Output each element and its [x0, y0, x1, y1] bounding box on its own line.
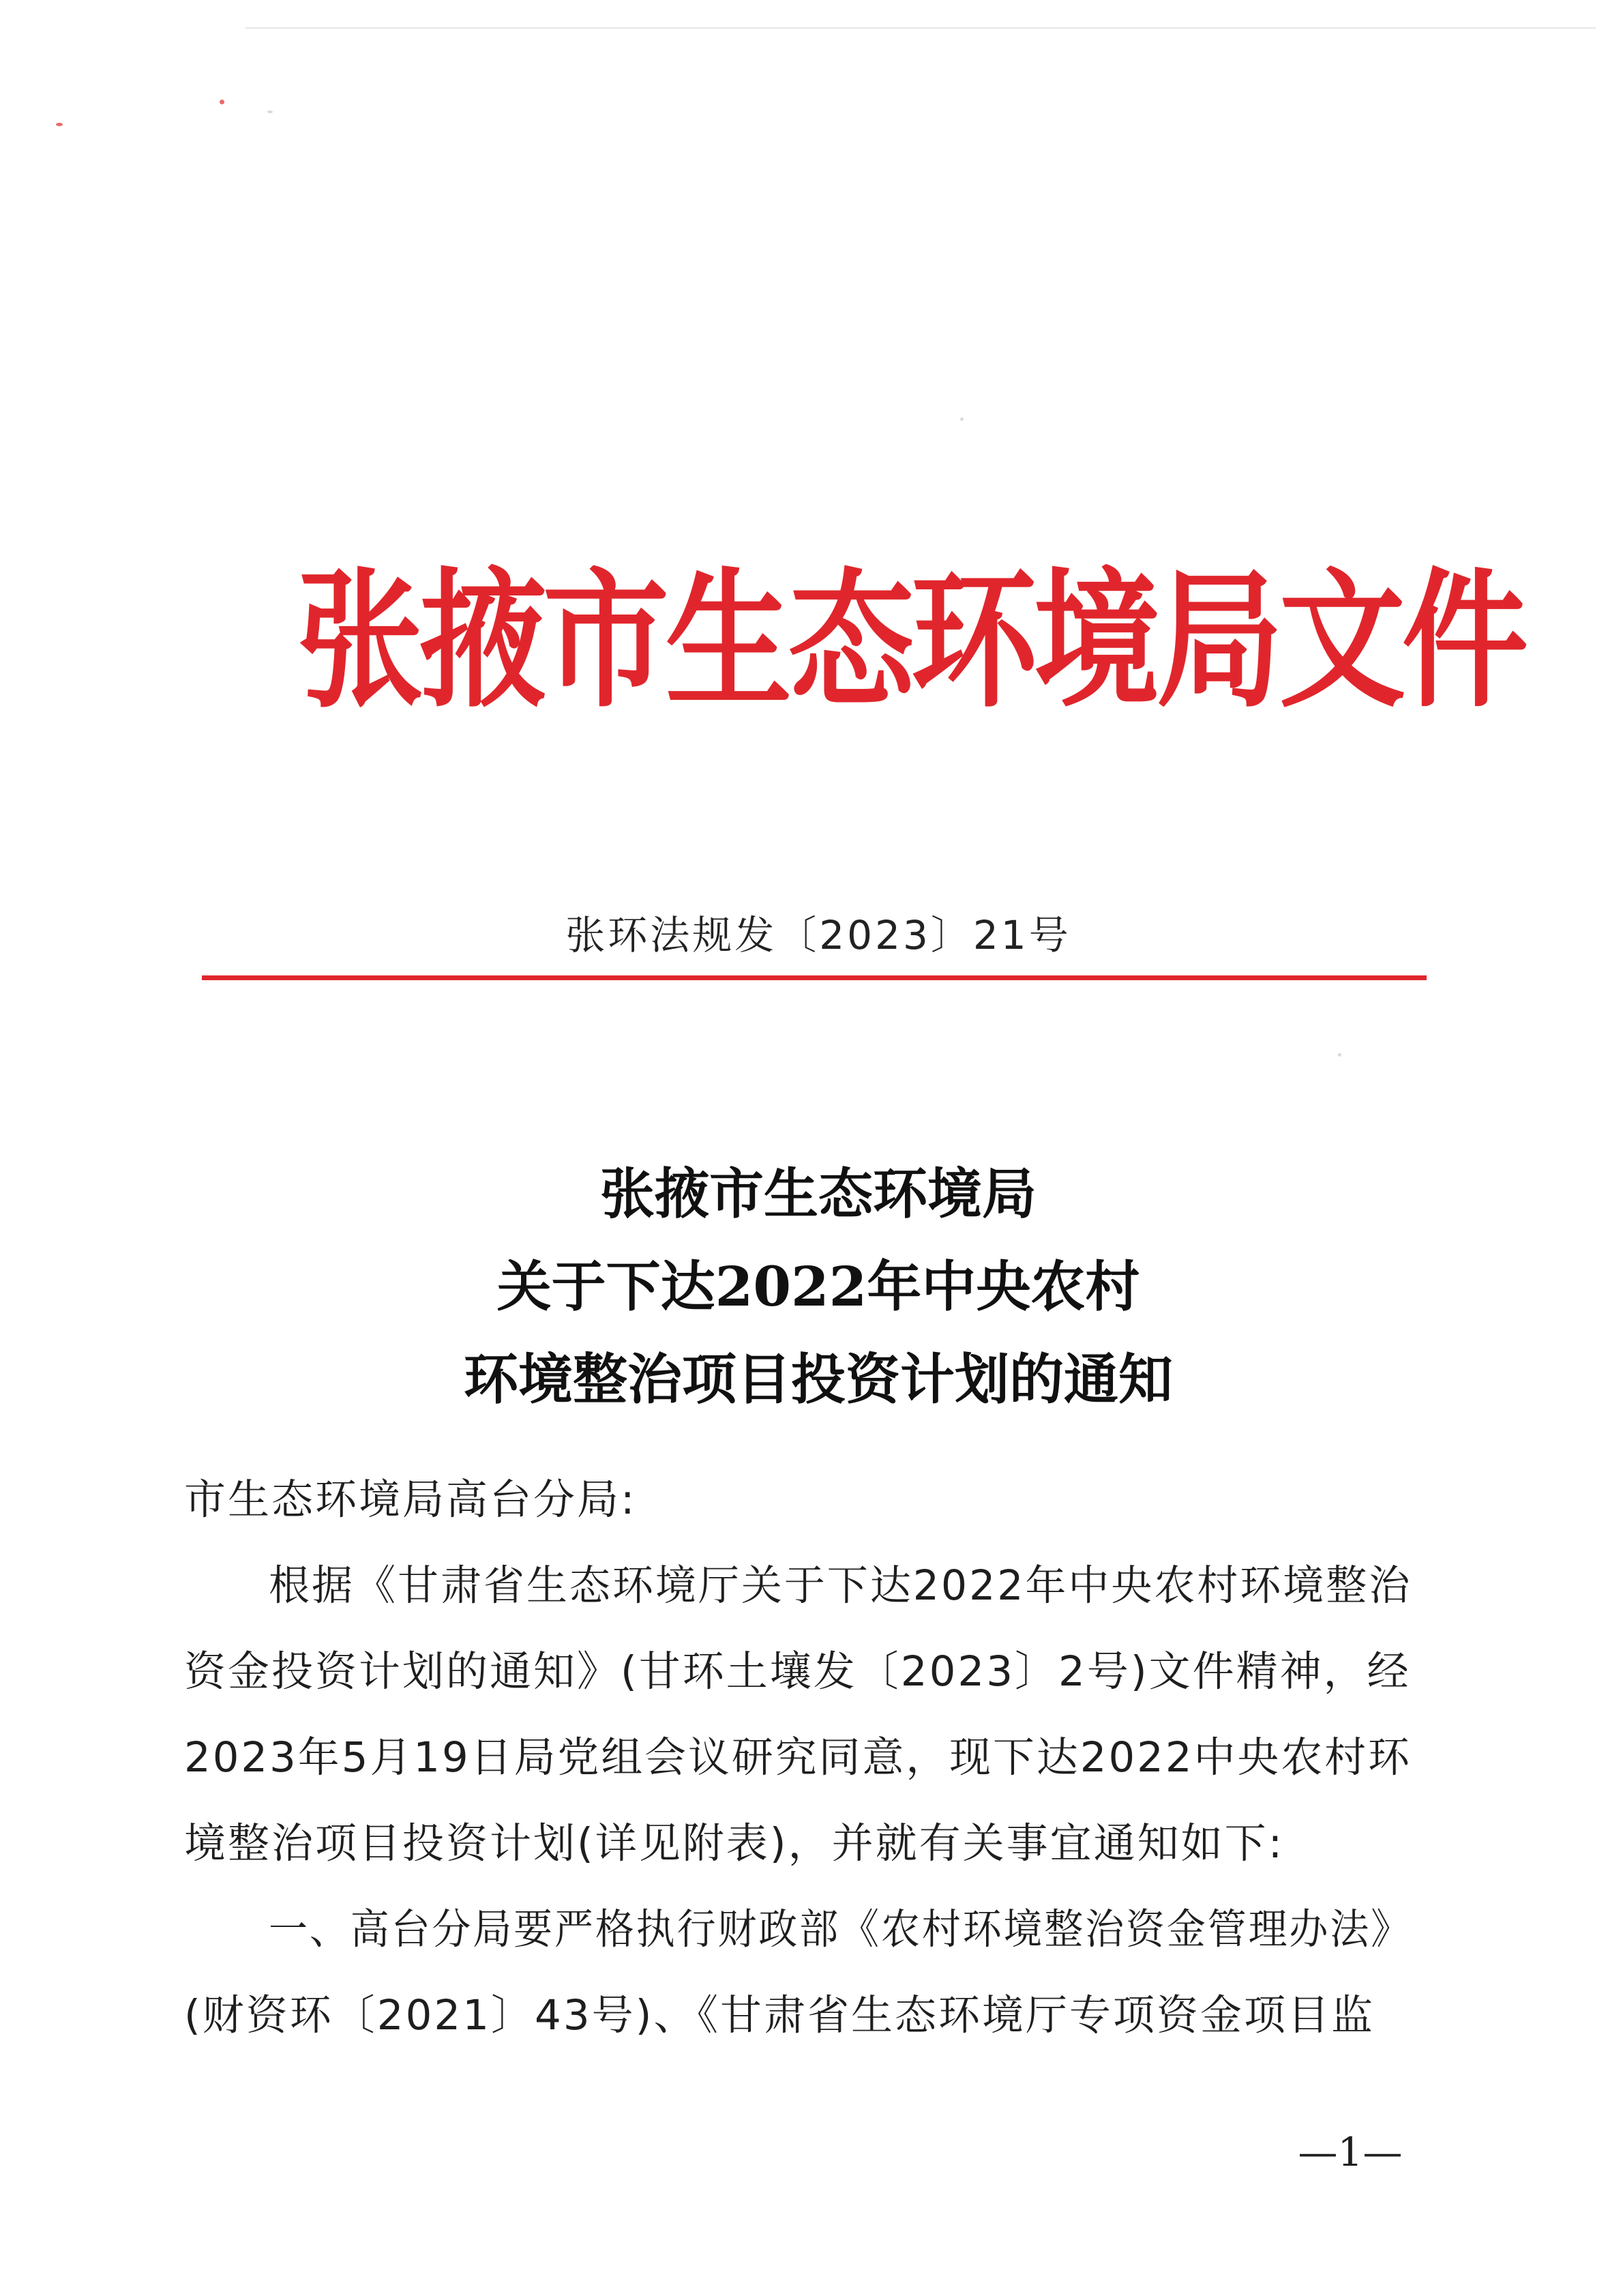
body-line: 2023年5月19日局党组会议研究同意，现下达2022中央农村环 — [184, 1733, 1412, 1782]
title-line: 关于下达2022年中央农村 — [496, 1254, 1140, 1319]
body-line: 根据《甘肃省生态环境厅关于下达2022年中央农村环境整治 — [269, 1561, 1412, 1610]
scan-speck — [56, 123, 63, 126]
scan-edge-line — [245, 27, 1596, 29]
title-line: 环境整治项目投资计划的通知 — [464, 1347, 1173, 1411]
document-number: 张环法规发〔2023〕21号 — [565, 912, 1071, 958]
body-line: 资金投资计划的通知》(甘环土壤发〔2023〕2号)文件精神，经 — [184, 1647, 1411, 1696]
masthead-divider — [202, 975, 1427, 980]
document-title — [205, 1147, 1432, 1426]
page-number: —1— — [1298, 2129, 1403, 2175]
document-masthead: 张掖市生态环境局文件 — [297, 553, 1525, 728]
salutation: 市生态环境局高台分局: — [184, 1475, 637, 1524]
scan-speck — [220, 100, 224, 104]
title-line: 张掖市生态环境局 — [600, 1162, 1037, 1226]
scan-speck — [1338, 1053, 1341, 1057]
body-line: 境整治项目投资计划(详见附表)，并就有关事宜通知如下: — [184, 1819, 1285, 1868]
scan-speck — [960, 417, 964, 421]
scan-speck — [267, 111, 273, 113]
body-line: (财资环〔2021〕43号)、《甘肃省生态环境厅专项资金项目监 — [184, 1991, 1375, 2040]
body-line: 一、高台分局要严格执行财政部《农村环境整治资金管理办法》 — [269, 1905, 1412, 1954]
